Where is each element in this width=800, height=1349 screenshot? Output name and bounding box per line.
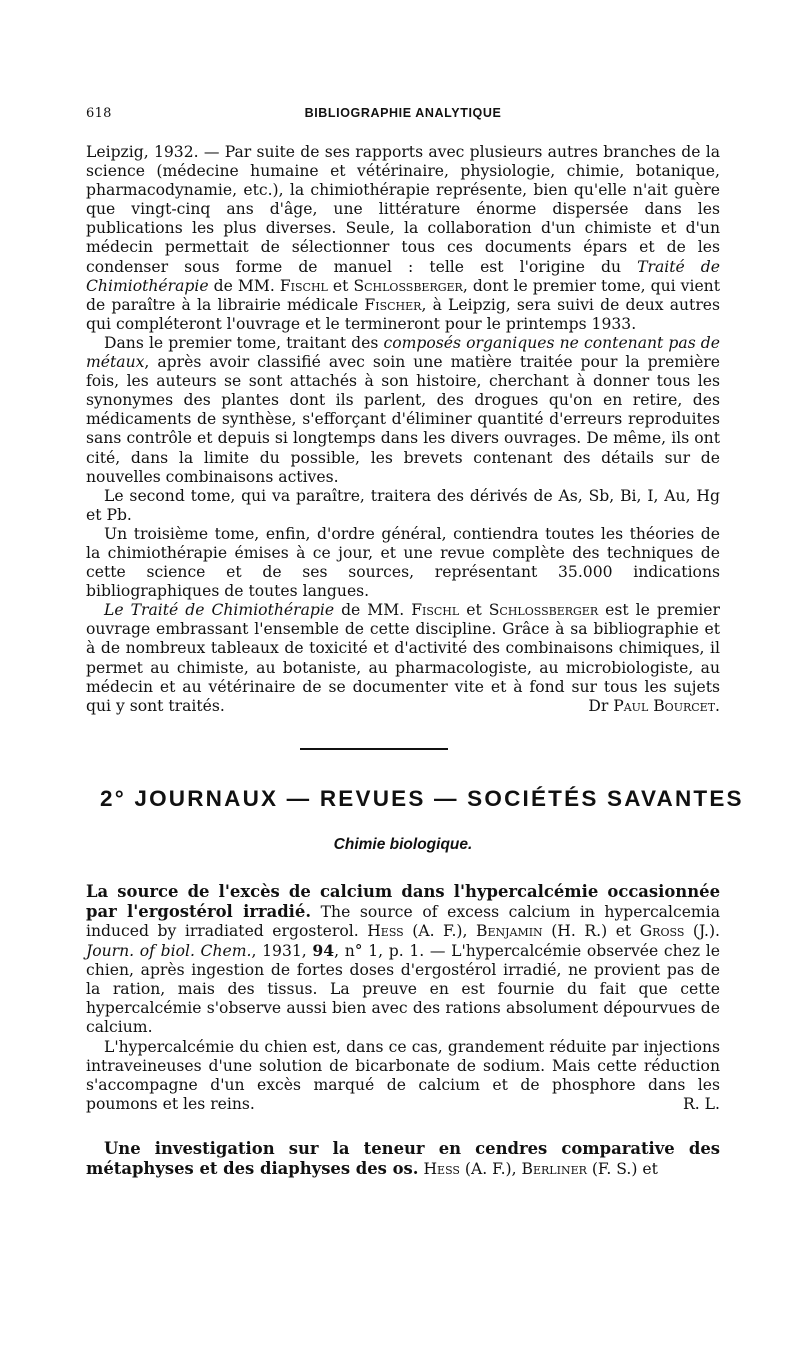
article-title: Une investigation sur la teneur en cendres comparative des métaphyses et des diaphyses des os. xyxy=(86,1138,720,1179)
publisher-name: Fischer xyxy=(364,295,422,314)
author-name: Gross xyxy=(639,922,685,940)
section-title: 2° JOURNAUX — REVUES — SOCIÉTÉS SAVANTES xyxy=(100,785,744,811)
page xyxy=(86,106,744,1179)
review-paragraph-4: Un troisième tome, enfin, d'ordre général, contiendra toutes les théories de la chimiothérapie émises à ce jour, et une revue complète des techniques de cette science et de ses sources, représentant 35.000 indications bibliographiques de toutes langues. xyxy=(86,524,720,601)
book-review xyxy=(86,143,720,716)
review-paragraph-5: Le Traité de Chimiothérapie de MM. Fischl et Schlossberger est le premier ouvrage embrassant l'ensemble de cette discipline. Grâce à sa bibliographie et à de nombreux tableaux de toxicité et d'activité des combinaisons chimiques, il permet au chimiste, au botaniste, au pharmacologiste, au microbiologiste, au médecin et au vétérinaire de se documenter vite et à fond sur tous les sujets qui y sont traités. Dr Paul Bourcet. xyxy=(86,601,720,715)
running-title: BIBLIOGRAPHIE ANALYTIQUE xyxy=(304,106,502,120)
spacer xyxy=(86,1114,720,1139)
article-2 xyxy=(86,1139,720,1179)
review-paragraph-3: Le second tome, qui va paraître, traitera des dérivés de As, Sb, Bi, I, Au, Hg et Pb. xyxy=(86,486,720,524)
review-paragraph-2: Dans le premier tome, traitant des composés organiques ne contenant pas de métaux, après avoir classifié avec soin une matière traitée pour la première fois, les auteurs se sont attachés à son histoire, cherchant à donner tous les synonymes des plantes dont ils parlent, des drogues qu'on en retire, des médicaments de synthèse, s'efforçant d'éliminer quantité d'erreurs reproduites sans contrôle et depuis si longtemps dans les divers ouvrages. De même, ils ont cité, dans la limite du possible, les brevets contenant des détails sur de nouvelles combinaisons actives. xyxy=(86,333,721,486)
article-title: La source de l'excès de calcium dans l'hypercalcémie occasionnée par l'ergostérol irradié. xyxy=(86,881,720,921)
article-1-paragraph-2: L'hypercalcémie du chien est, dans ce cas, grandement réduite par injections intraveineuses d'une solution de bicarbonate de sodium. Mais cette réduction s'accompagne d'un excès marqué de calcium et de phosphore dans les poumons et les reins. R. L. xyxy=(86,1037,720,1113)
running-header xyxy=(86,106,720,121)
reviewer-signature: Dr Paul Bourcet. xyxy=(588,696,720,715)
author-name: Fischl xyxy=(411,601,460,620)
article-2-paragraph-1: Une investigation sur la teneur en cendres comparative des métaphyses et des diaphyses des os. Hess (A. F.), Berliner (F. S.) et xyxy=(86,1138,720,1179)
journal-name: Journ. of biol. Chem. xyxy=(86,942,252,961)
article-1 xyxy=(86,882,720,1114)
article-signature: R. L. xyxy=(683,1094,720,1113)
review-paragraph-1: Leipzig, 1932. — Par suite de ses rapports avec plusieurs autres branches de la science (médecine humaine et vétérinaire, physiologie, chimie, botanique, pharmacodynamie, etc.), la chimiothérapie représente, bien qu'elle n'ait guère que vingt-cinq ans d'âge, une littérature énorme dispersée dans les publications les plus diverses. Seule, la collaboration d'un chimiste et d'un médecin permettait de sélectionner tous ces documents épars et de les condenser sous forme de manuel : telle est l'origine du Traité de Chimiothérapie de MM. Fischl et Schlossberger, dont le premier tome, qui vient de paraître à la librairie médicale Fischer, à Leipzig, sera suivi de deux autres qui compléteront l'ouvrage et le termineront pour le printemps 1933. xyxy=(86,143,721,333)
author-name: Fischl xyxy=(279,276,328,295)
page-number: 618 xyxy=(86,106,112,121)
author-name: Hess xyxy=(367,922,404,940)
author-name: Schlossberger xyxy=(353,276,463,295)
author-name: Berliner xyxy=(521,1160,587,1179)
section-divider xyxy=(300,748,448,750)
author-name: Hess xyxy=(423,1160,460,1179)
emphasis: composés organiques ne contenant pas de métaux xyxy=(86,333,721,372)
subsection-title: Chimie biologique. xyxy=(333,835,473,853)
author-name: Schlossberger xyxy=(488,601,599,620)
book-title: Traité de Chimiothérapie xyxy=(86,257,720,295)
author-name: Benjamin xyxy=(475,922,543,940)
volume-number: 94 xyxy=(312,941,335,961)
book-title: Le Traité de Chimiothérapie xyxy=(104,601,335,620)
article-1-paragraph-1: La source de l'excès de calcium dans l'hypercalcémie occasionnée par l'ergostérol irradié. The source of excess calcium in hypercalcemia induced by irradiated ergosterol. Hess (A. F.), Benjamin (H. R.) et Gross (J.). Journ. of biol. Chem., 1931, 94, n° 1, p. 1. — L'hypercalcémie observée chez le chien, après ingestion de fortes doses d'ergostérol irradié, ne provient pas de la ration, mais des tissus. La preuve en est fournie du fait que cette hypercalcémie s'observe aussi bien avec des rations absolument dépourvues de calcium. xyxy=(86,881,721,1037)
